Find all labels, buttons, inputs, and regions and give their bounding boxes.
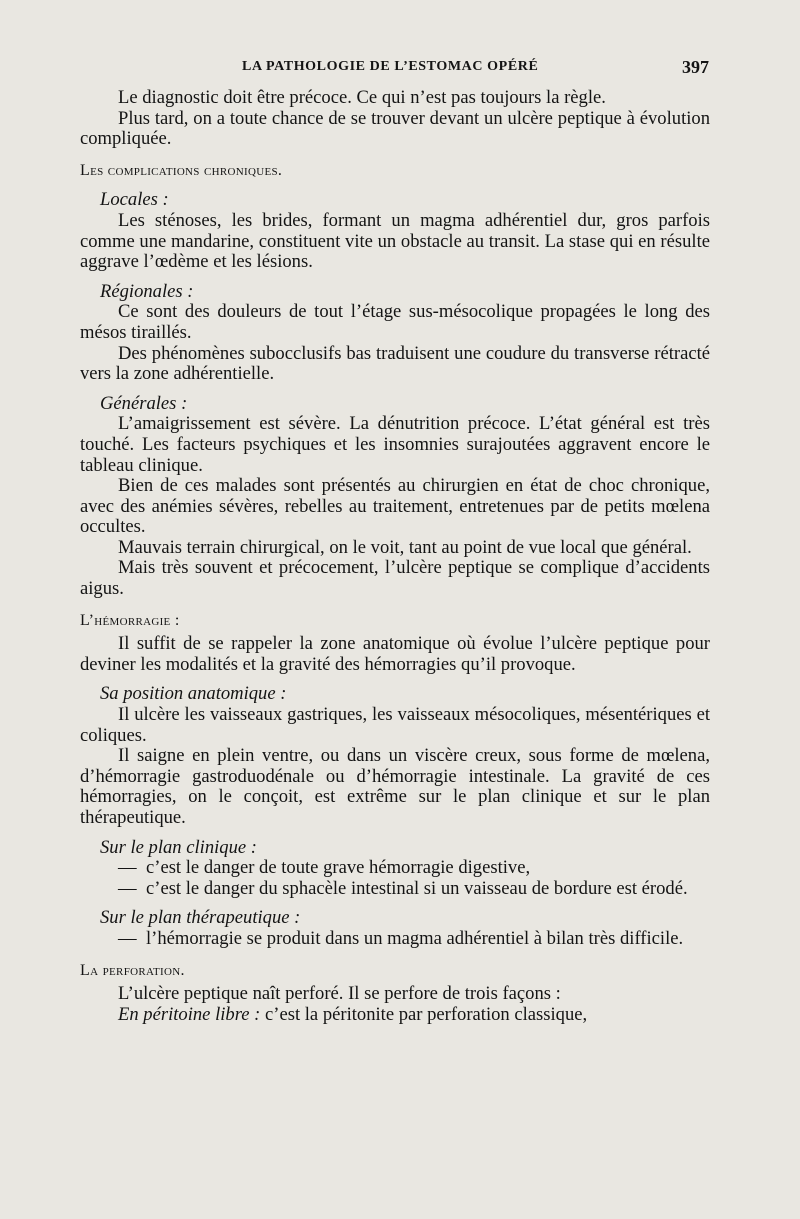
paragraph: Mauvais terrain chirurgical, on le voit, tant au point de vue local que général.: [118, 536, 692, 558]
paragraph: L’ulcère peptique naît perforé. Il se perfore de trois façons :: [118, 983, 561, 1005]
paragraph: Ce sont des douleurs de tout l’étage sus-mésocolique propagées le long des mésos tiraillés.: [80, 301, 710, 343]
paragraph: Il suffit de se rappeler la zone anatomique où évolue l’ulcère peptique pour deviner les modalités et la gravité des hémorragies qu’il provoque.: [80, 633, 710, 675]
subheading-clinique: Sur le plan clinique :: [100, 836, 257, 858]
running-head: [0, 57, 800, 79]
subheading-position: Sa position anatomique :: [100, 683, 287, 705]
list-item: — c’est le danger du sphacèle intestinal si un vaisseau de bordure est érodé.: [118, 877, 688, 899]
subheading-regionales: Régionales :: [100, 280, 194, 302]
paragraph-last: [80, 1005, 710, 1026]
paragraph: Il ulcère les vaisseaux gastriques, les vaisseaux mésocoliques, mésentériques et coliques.: [80, 704, 710, 746]
paragraph: L’amaigrissement est sévère. La dénutrition précoce. L’état général est très touché. Les facteurs psychiques et les insomnies surajoutées aggravent encore le tableau clinique.: [80, 413, 710, 476]
list-item: — c’est le danger de toute grave hémorragie digestive,: [118, 857, 531, 879]
paragraph: Mais très souvent et précocement, l’ulcère peptique se complique d’accidents aigus.: [80, 557, 710, 600]
subheading-generales: Générales :: [100, 392, 188, 414]
paragraph: Des phénomènes subocclusifs bas traduisent une coudure du transverse rétracté vers la zone adhérentielle.: [80, 342, 710, 385]
section-heading-chroniques: Les complications chroniques.: [80, 161, 283, 179]
section-heading-hemorragie: L’hémorragie :: [80, 611, 180, 629]
paragraph: Les sténoses, les brides, formant un magma adhérentiel dur, gros parfois comme une mandarine, constituent vite un obstacle au transit. La stase qui en résulte aggrave l’œdème et les lésions.: [80, 209, 710, 273]
paragraph: Plus tard, on a toute chance de se trouver devant un ulcère peptique à évolution compliquée.: [80, 107, 710, 150]
subheading-therapeutique: Sur le plan thérapeutique :: [100, 907, 301, 929]
paragraph: Le diagnostic doit être précoce. Ce qui n’est pas toujours la règle.: [118, 87, 606, 108]
paragraph: Il saigne en plein ventre, ou dans un viscère creux, sous forme de mœlena, d’hémorragie gastroduodénale ou d’hémorragie intestinale. La gravité de ces hémorragies, on le conçoit, est extrême sur le plan clinique et sur le plan thérapeutique.: [80, 745, 710, 828]
inline-italic-label: En péritoine libre :: [118, 1003, 261, 1025]
subheading-locales: Locales :: [100, 189, 169, 211]
paragraph: Bien de ces malades sont présentés au chirurgien en état de choc chronique, avec des anémies sévères, rebelles au traitement, entretenues par de petits mœlena occultes.: [80, 475, 710, 538]
page-number: 397: [682, 57, 709, 77]
running-title: LA PATHOLOGIE DE L’ESTOMAC OPÉRÉ: [242, 59, 539, 74]
list-item: — l’hémorragie se produit dans un magma adhérentiel à bilan très difficile.: [118, 927, 684, 949]
section-heading-perforation: La perforation.: [80, 961, 185, 979]
inline-text: c’est la péritonite par perforation classique,: [260, 1003, 588, 1025]
body-text: [80, 88, 710, 1025]
